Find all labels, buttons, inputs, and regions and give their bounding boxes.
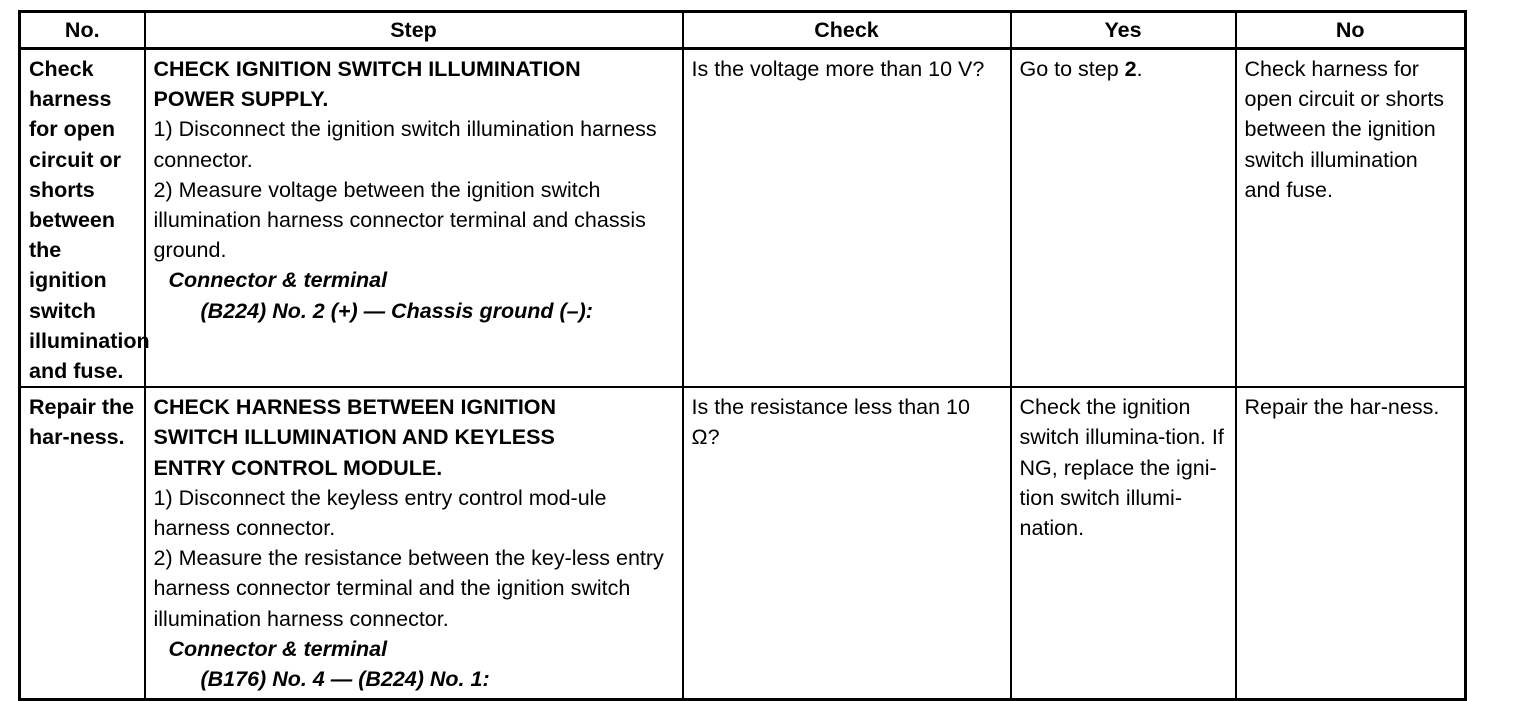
connector-value: (B176) No. 4 — (B224) No. 1: xyxy=(200,667,490,692)
row-number: Check harness for open circuit or shorts between the ignition switch illumination and fuse. xyxy=(20,49,145,388)
connector-label: Connector & terminal xyxy=(168,636,388,661)
header-check: Check xyxy=(683,12,1011,49)
substep: 1) Disconnect the ignition switch illumination harness connector. xyxy=(153,117,657,172)
header-no: No. xyxy=(20,12,145,49)
yes-cell xyxy=(1011,49,1236,388)
check-cell: Is the voltage more than 10 V? xyxy=(683,49,1011,388)
diagnostic-table xyxy=(18,10,1467,701)
row-number: Repair the har-ness. xyxy=(20,387,145,700)
check-cell: Is the resistance less than 10 Ω? xyxy=(683,387,1011,700)
step-cell xyxy=(145,49,683,388)
connector-label: Connector & terminal xyxy=(168,268,388,293)
yes-step-number: 2 xyxy=(1124,57,1137,81)
step-title: SWITCH ILLUMINATION AND KEYLESS xyxy=(153,425,555,450)
table-header-row xyxy=(20,12,1466,49)
connector-value: (B224) No. 2 (+) — Chassis ground (–): xyxy=(200,298,593,323)
yes-suffix: . xyxy=(1136,57,1143,81)
step-title: CHECK IGNITION SWITCH ILLUMINATION xyxy=(153,57,581,81)
step-title: CHECK HARNESS BETWEEN IGNITION xyxy=(153,395,557,420)
header-step: Step xyxy=(145,12,683,49)
header-no-action: No xyxy=(1236,12,1466,49)
no-cell: Check harness for open circuit or shorts between the ignition switch illumination and fuse. xyxy=(1236,49,1466,388)
no-cell: Repair the har-ness. xyxy=(1236,387,1466,700)
yes-cell: Check the ignition switch illumina-tion. If NG, replace the igni-tion switch illumi-nation. xyxy=(1011,387,1236,700)
header-yes: Yes xyxy=(1011,12,1236,49)
table-row xyxy=(20,387,1466,700)
substep: 2) Measure voltage between the ignition switch illumination harness connector terminal and chassis ground. xyxy=(153,177,646,263)
substep: 2) Measure the resistance between the key-less entry harness connector terminal and the ignition switch illumination harness connector. xyxy=(153,546,664,631)
step-title: POWER SUPPLY. xyxy=(153,87,329,112)
step-title: ENTRY CONTROL MODULE. xyxy=(153,455,443,480)
yes-text: Go to step xyxy=(1019,57,1125,81)
substep: 1) Disconnect the keyless entry control mod-ule harness connector. xyxy=(153,485,607,541)
table-row xyxy=(20,49,1466,388)
step-cell xyxy=(145,387,683,700)
diagnostic-sheet xyxy=(18,10,1464,692)
